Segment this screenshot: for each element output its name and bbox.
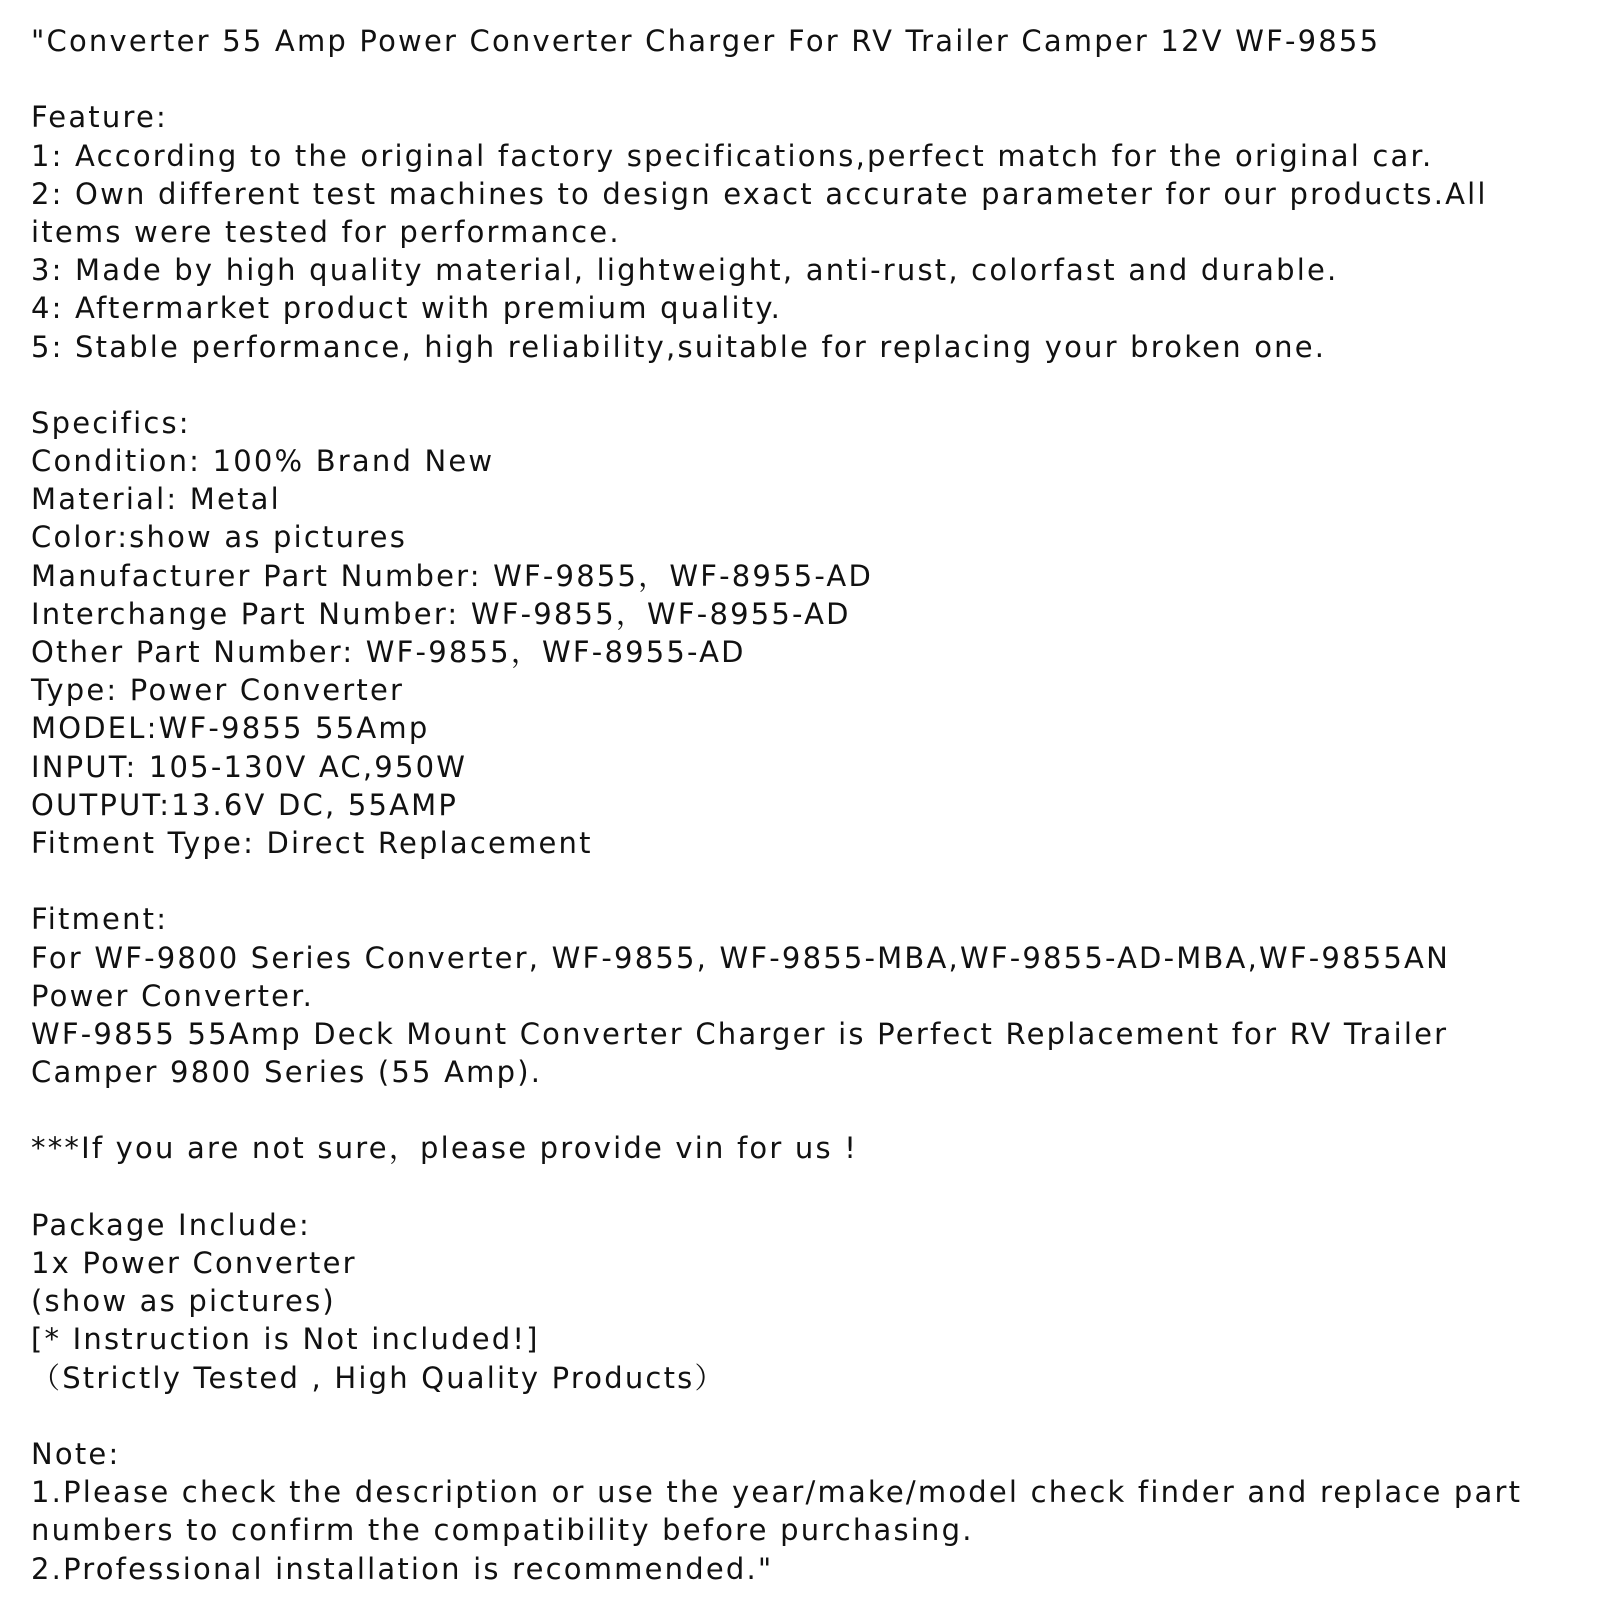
- spacer: [31, 862, 1581, 900]
- product-title: "Converter 55 Amp Power Converter Charger For RV Trailer Camper 12V WF-9855: [31, 24, 1381, 58]
- note-heading: Note:: [31, 1436, 121, 1471]
- spec-item: Material: Metal: [31, 482, 281, 517]
- package-item: （Strictly Tested , High Quality Products）: [31, 1360, 726, 1395]
- spec-item: Fitment Type: Direct Replacement: [31, 825, 593, 860]
- specifics-section: [31, 404, 1581, 862]
- spacer: [31, 1397, 1581, 1435]
- product-description: [31, 22, 1581, 1588]
- package-section: [31, 1206, 1581, 1397]
- fitment-heading: Fitment:: [31, 902, 169, 937]
- feature-item: 5: Stable performance, high reliability,suitable for replacing your broken one.: [31, 329, 1327, 364]
- feature-item: 3: Made by high quality material, lightweight, anti-rust, colorfast and durable.: [31, 253, 1339, 288]
- fitment-item: For WF-9800 Series Converter, WF-9855, WF-9855-MBA,WF-9855-AD-MBA,WF-9855AN: [31, 940, 1450, 975]
- spec-item: Condition: 100% Brand New: [31, 444, 495, 479]
- note-item: 1.Please check the description or use the year/make/model check finder and replace part: [31, 1475, 1523, 1510]
- specifics-heading: Specifics:: [31, 405, 191, 440]
- feature-item: 4: Aftermarket product with premium quality.: [31, 291, 782, 326]
- fitment-item: Camper 9800 Series (55 Amp).: [31, 1055, 543, 1090]
- spec-item: Other Part Number: WF-9855，WF-8955-AD: [31, 635, 746, 669]
- package-item: 1x Power Converter: [31, 1246, 357, 1280]
- spec-item: Color:show as pictures: [31, 520, 408, 555]
- spec-item: Type: Power Converter: [31, 673, 405, 708]
- fitment-item: Power Converter.: [31, 978, 315, 1013]
- spacer: [31, 366, 1581, 404]
- package-item: (show as pictures): [31, 1284, 336, 1319]
- feature-item: 2: Own different test machines to design exact accurate parameter for our products.All: [31, 176, 1488, 211]
- spec-item: INPUT: 105-130V AC,950W: [31, 749, 468, 784]
- feature-item: 1: According to the original factory specifications,perfect match for the original car.: [31, 138, 1434, 173]
- package-item: [* Instruction is Not included!]: [31, 1322, 540, 1357]
- spacer: [31, 60, 1581, 98]
- feature-item: items were tested for performance.: [31, 214, 621, 249]
- spacer: [31, 1168, 1581, 1206]
- spec-item: Manufacturer Part Number: WF-9855，WF-8955-AD: [31, 558, 873, 593]
- spacer: [31, 1091, 1581, 1129]
- note-section: [31, 1435, 1581, 1588]
- fitment-section: [31, 900, 1581, 1091]
- note-item: numbers to confirm the compatibility before purchasing.: [31, 1513, 974, 1548]
- fitment-item: WF-9855 55Amp Deck Mount Converter Charger is Perfect Replacement for RV Trailer: [31, 1016, 1449, 1051]
- package-heading: Package Include:: [31, 1207, 311, 1242]
- feature-heading: Feature:: [31, 100, 168, 135]
- note-item: 2.Professional installation is recommended.": [31, 1551, 774, 1586]
- spec-item: MODEL:WF-9855 55Amp: [31, 711, 430, 746]
- feature-section: [31, 98, 1581, 365]
- vin-notice: ***If you are not sure，please provide vin for us !: [31, 1131, 859, 1166]
- spec-item: Interchange Part Number: WF-9855，WF-8955-AD: [31, 596, 851, 631]
- spec-item: OUTPUT:13.6V DC, 55AMP: [31, 787, 459, 822]
